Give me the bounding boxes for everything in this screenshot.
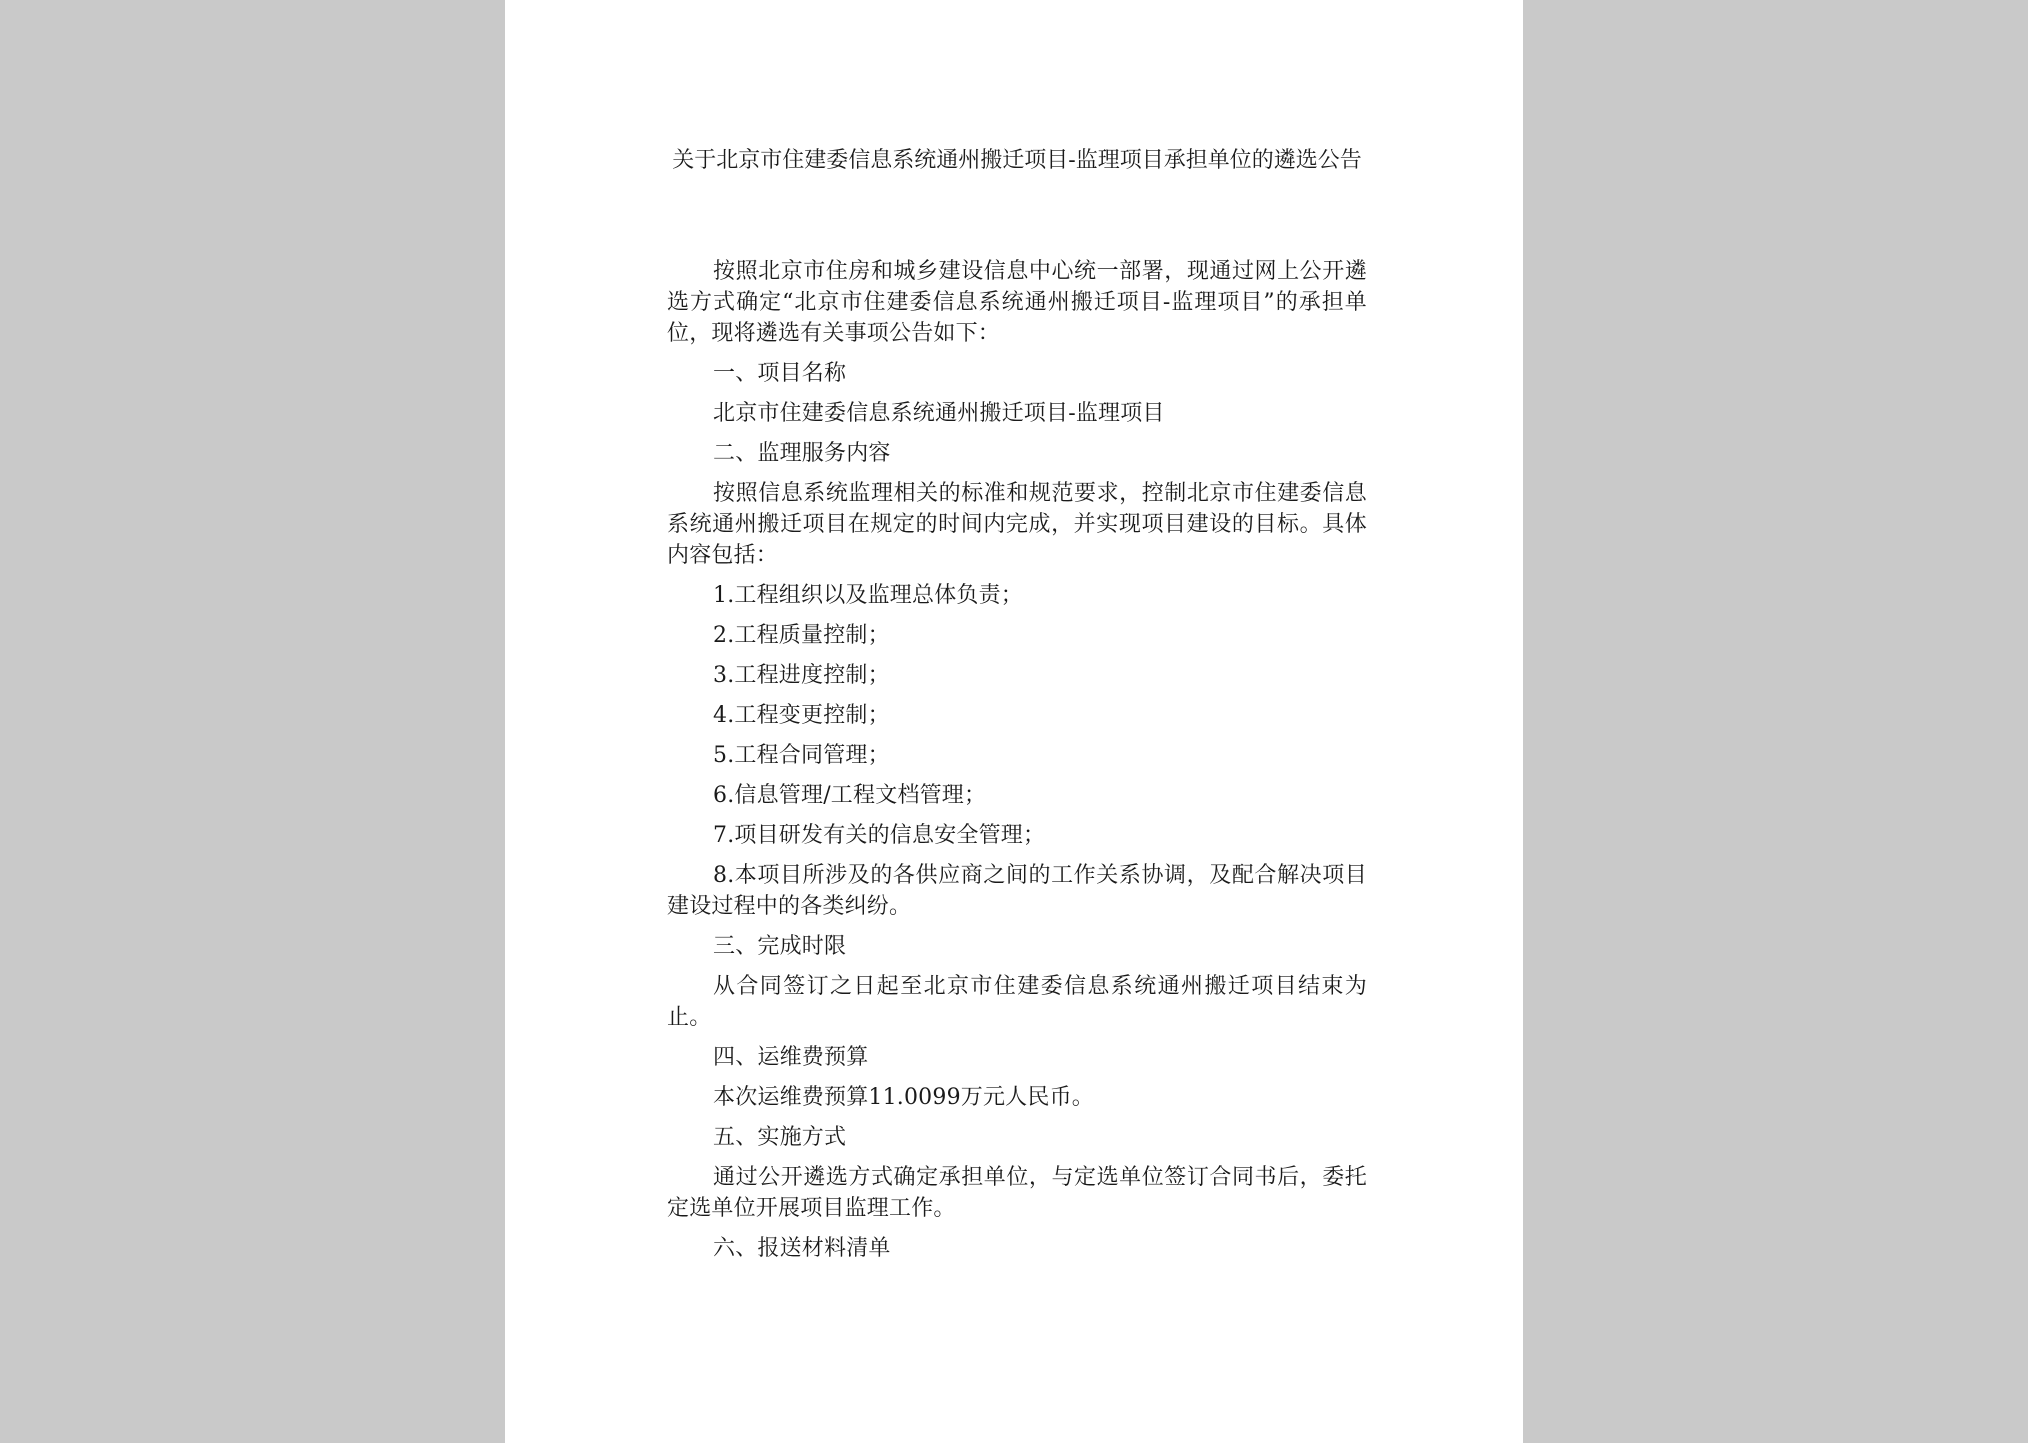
section-heading-implementation: 五、实施方式 (713, 1125, 847, 1150)
paragraph-implementation: 通过公开遴选方式确定承担单位，与定选单位签订合同书后，委托定选单位开展项目监理工作。 (667, 1165, 1367, 1221)
list-item: 2.工程质量控制； (713, 623, 890, 648)
list-item: 7.项目研发有关的信息安全管理； (713, 823, 1046, 848)
list-item: 5.工程合同管理； (713, 743, 890, 768)
list-item: 1.工程组织以及监理总体负责； (713, 583, 1023, 608)
section-heading-budget: 四、运维费预算 (713, 1045, 869, 1070)
paragraph-deadline: 从合同签订之日起至北京市住建委信息系统通州搬迁项目结束为止。 (667, 974, 1367, 1030)
document-content (667, 146, 1367, 1273)
paragraph-budget: 本次运维费预算11.0099万元人民币。 (713, 1085, 1094, 1110)
section-heading-project-name: 一、项目名称 (713, 361, 847, 386)
paragraph-intro: 按照北京市住房和城乡建设信息中心统一部署，现通过网上公开遴选方式确定“北京市住建委信息系统通州搬迁项目-监理项目”的承担单位，现将遴选有关事项公告如下： (667, 259, 1367, 346)
section-heading-materials: 六、报送材料清单 (713, 1236, 891, 1261)
document-title: 关于北京市住建委信息系统通州搬迁项目-监理项目承担单位的遴选公告 (672, 148, 1362, 173)
section-heading-deadline: 三、完成时限 (713, 934, 847, 959)
paragraph-project-name: 北京市住建委信息系统通州搬迁项目-监理项目 (713, 401, 1165, 426)
list-item: 8.本项目所涉及的各供应商之间的工作关系协调，及配合解决项目建设过程中的各类纠纷。 (667, 863, 1367, 919)
list-item: 4.工程变更控制； (713, 703, 890, 728)
paragraph-service-content: 按照信息系统监理相关的标准和规范要求，控制北京市住建委信息系统通州搬迁项目在规定的时间内完成，并实现项目建设的目标。具体内容包括： (667, 481, 1367, 568)
list-item: 3.工程进度控制； (713, 663, 890, 688)
section-heading-service-content: 二、监理服务内容 (713, 441, 891, 466)
document-body (667, 256, 1367, 1264)
document-page (505, 0, 1523, 1443)
list-item: 6.信息管理/工程文档管理； (713, 783, 987, 808)
